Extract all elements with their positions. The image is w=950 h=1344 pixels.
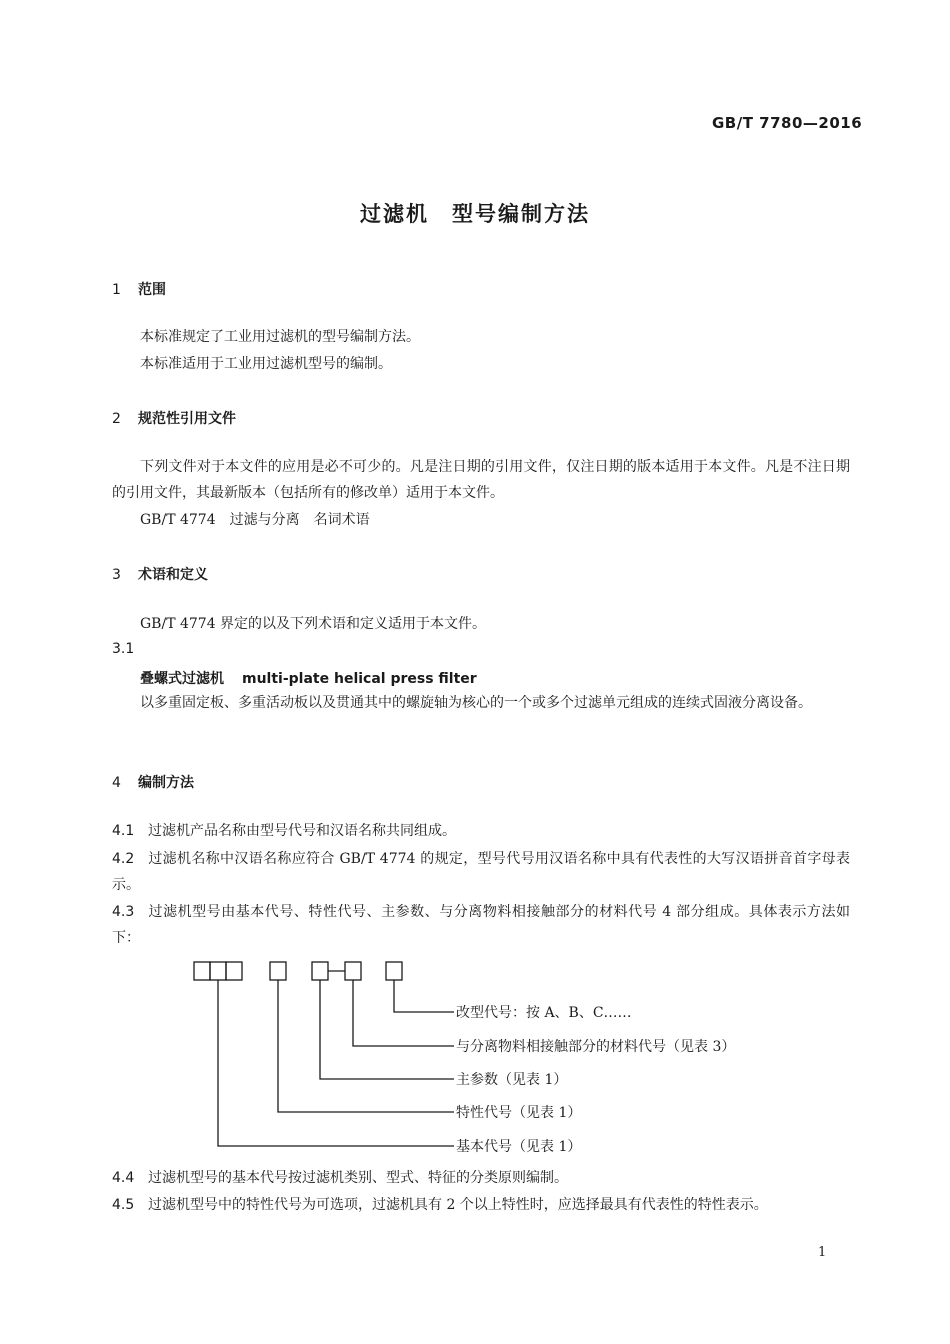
code-box-basic-3	[226, 962, 242, 980]
leader-line-modification	[394, 980, 454, 1012]
clause-number: 4.5	[112, 1197, 135, 1213]
paragraph: 本标准适用于工业用过滤机型号的编制。	[140, 356, 392, 372]
section-title: 范围	[138, 282, 166, 298]
standard-code: GB/T 7780—2016	[712, 114, 863, 132]
section-title: 编制方法	[138, 775, 194, 791]
code-box-modification	[386, 962, 402, 980]
code-box-basic-2	[210, 962, 226, 980]
term-chinese: 叠螺式过滤机	[140, 671, 224, 687]
section-number: 1	[112, 282, 121, 298]
clause-number: 4.3	[112, 904, 135, 920]
paragraph: GB/T 4774 界定的以及下列术语和定义适用于本文件。	[140, 616, 487, 632]
paragraph: 本标准规定了工业用过滤机的型号编制方法。	[140, 329, 420, 345]
clause-number: 4.1	[112, 823, 135, 839]
label-modification-code: 改型代号：按 A、B、C……	[456, 1005, 632, 1021]
section-number: 3	[112, 567, 121, 583]
clause-4-4	[112, 1165, 850, 1191]
code-box-main-param	[312, 962, 328, 980]
term-definition: 以多重固定板、多重活动板以及贯通其中的螺旋轴为核心的一个或多个过滤单元组成的连续式固液分离设备。	[140, 695, 812, 711]
code-box-material	[345, 962, 361, 980]
clause-text: 过滤机型号由基本代号、特性代号、主参数、与分离物料相接触部分的材料代号 4 部分组成。具体表示方法如下：	[112, 904, 850, 946]
section-number: 4	[112, 775, 121, 791]
document-title: 过滤机 型号编制方法	[360, 202, 590, 226]
clause-text: 过滤机产品名称由型号代号和汉语名称共同组成。	[148, 823, 456, 839]
paragraph: 下列文件对于本文件的应用是必不可少的。凡是注日期的引用文件，仅注日期的版本适用于本文件。凡是不注日期的引用文件，其最新版本（包括所有的修改单）适用于本文件。	[112, 459, 850, 501]
subclause-number: 3.1	[112, 641, 135, 657]
code-box-basic-1	[194, 962, 210, 980]
clause-4-5	[112, 1192, 850, 1218]
label-main-parameter: 主参数（见表 1）	[456, 1072, 568, 1088]
label-material-code: 与分离物料相接触部分的材料代号（见表 3）	[456, 1039, 736, 1055]
clause-number: 4.2	[112, 851, 135, 867]
section-number: 2	[112, 411, 121, 427]
label-feature-code: 特性代号（见表 1）	[456, 1105, 582, 1121]
section-title: 术语和定义	[138, 567, 208, 583]
clause-text: 过滤机型号中的特性代号为可选项，过滤机具有 2 个以上特性时，应选择最具有代表性的特性表示。	[148, 1197, 768, 1213]
code-box-feature	[270, 962, 286, 980]
page-number: 1	[818, 1245, 827, 1260]
leader-line-basic	[218, 980, 454, 1146]
section-title: 规范性引用文件	[138, 411, 236, 427]
term-english: multi-plate helical press filter	[242, 671, 477, 687]
leader-line-main-param	[320, 980, 454, 1079]
clause-text: 过滤机名称中汉语名称应符合 GB/T 4774 的规定，型号代号用汉语名称中具有代表性的大写汉语拼音首字母表示。	[112, 851, 850, 893]
clause-number: 4.4	[112, 1170, 135, 1186]
normative-reference: GB/T 4774 过滤与分离 名词术语	[140, 512, 370, 528]
label-basic-code: 基本代号（见表 1）	[456, 1139, 582, 1155]
clause-text: 过滤机型号的基本代号按过滤机类别、型式、特征的分类原则编制。	[148, 1170, 568, 1186]
leader-line-material	[353, 980, 454, 1046]
